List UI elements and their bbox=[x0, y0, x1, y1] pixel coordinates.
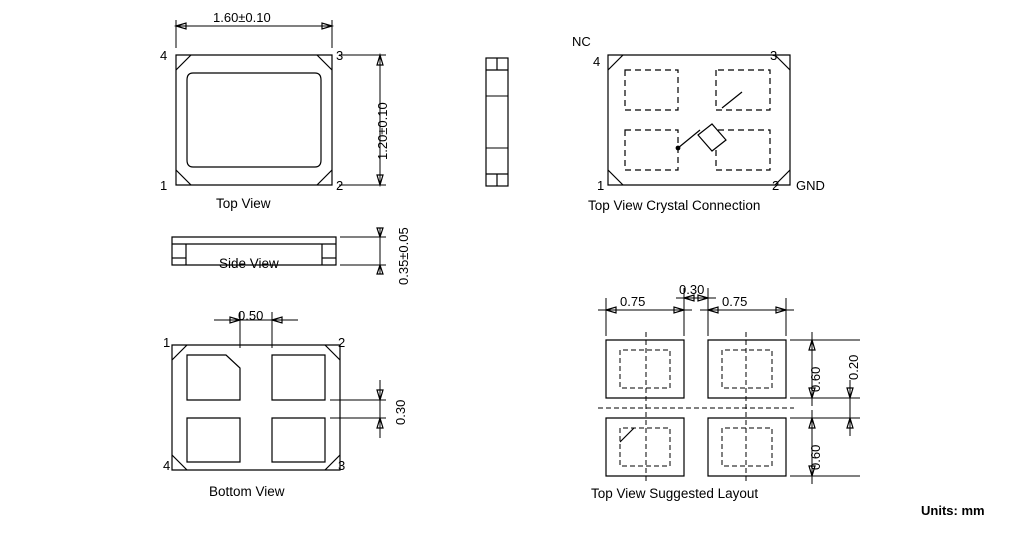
bottom-view-pin-3: 3 bbox=[338, 458, 346, 473]
bottom-view-pin-2: 2 bbox=[338, 335, 346, 350]
dimension-top-view-height: 1.20±0.10 bbox=[375, 102, 390, 160]
caption-side-view: Side View bbox=[219, 256, 279, 271]
top-view-graphic bbox=[176, 20, 386, 185]
top-view-pin-2: 2 bbox=[336, 178, 344, 193]
dimension-bottom-view-pad-height: 0.30 bbox=[393, 399, 408, 425]
caption-bottom-view: Bottom View bbox=[209, 484, 285, 499]
caption-top-view: Top View bbox=[216, 196, 271, 211]
crystal-connection-pin-3: 3 bbox=[770, 48, 778, 63]
dimension-top-view-width: 1.60±0.10 bbox=[213, 10, 271, 25]
caption-suggested-layout: Top View Suggested Layout bbox=[591, 486, 759, 501]
dimension-layout-pad-height-bottom: 0.60 bbox=[808, 444, 823, 470]
top-view-pin-4: 4 bbox=[160, 48, 168, 63]
crystal-connection-pin-4: 4 bbox=[593, 54, 601, 69]
bottom-view-pin-1: 1 bbox=[163, 335, 171, 350]
side-view-graphic bbox=[172, 228, 386, 274]
bottom-view-graphic bbox=[172, 312, 386, 470]
dimension-side-view-thickness: 0.35±0.05 bbox=[396, 227, 411, 285]
dimension-layout-pad-height-top: 0.60 bbox=[808, 366, 823, 392]
top-view-pin-3: 3 bbox=[336, 48, 344, 63]
bottom-view-pin-4: 4 bbox=[163, 458, 171, 473]
crystal-connection-nc-label: NC bbox=[572, 34, 591, 49]
top-view-pin-1: 1 bbox=[160, 178, 168, 193]
dimension-layout-pad-left: 0.75 bbox=[620, 294, 646, 309]
caption-crystal-connection: Top View Crystal Connection bbox=[588, 198, 761, 213]
crystal-connection-pin-2: 2 bbox=[772, 178, 780, 193]
crystal-connection-graphic bbox=[608, 55, 790, 185]
side-view-small-graphic bbox=[486, 58, 508, 186]
crystal-connection-gnd-label: GND bbox=[796, 178, 825, 193]
dimension-layout-pad-right: 0.75 bbox=[722, 294, 748, 309]
crystal-connection-pin-1: 1 bbox=[597, 178, 605, 193]
dimension-layout-gap: 0.30 bbox=[679, 282, 705, 297]
dimension-bottom-view-pad-width: 0.50 bbox=[238, 308, 264, 323]
units-note: Units: mm bbox=[921, 503, 985, 518]
dimension-layout-gap-vertical: 0.20 bbox=[846, 354, 861, 380]
